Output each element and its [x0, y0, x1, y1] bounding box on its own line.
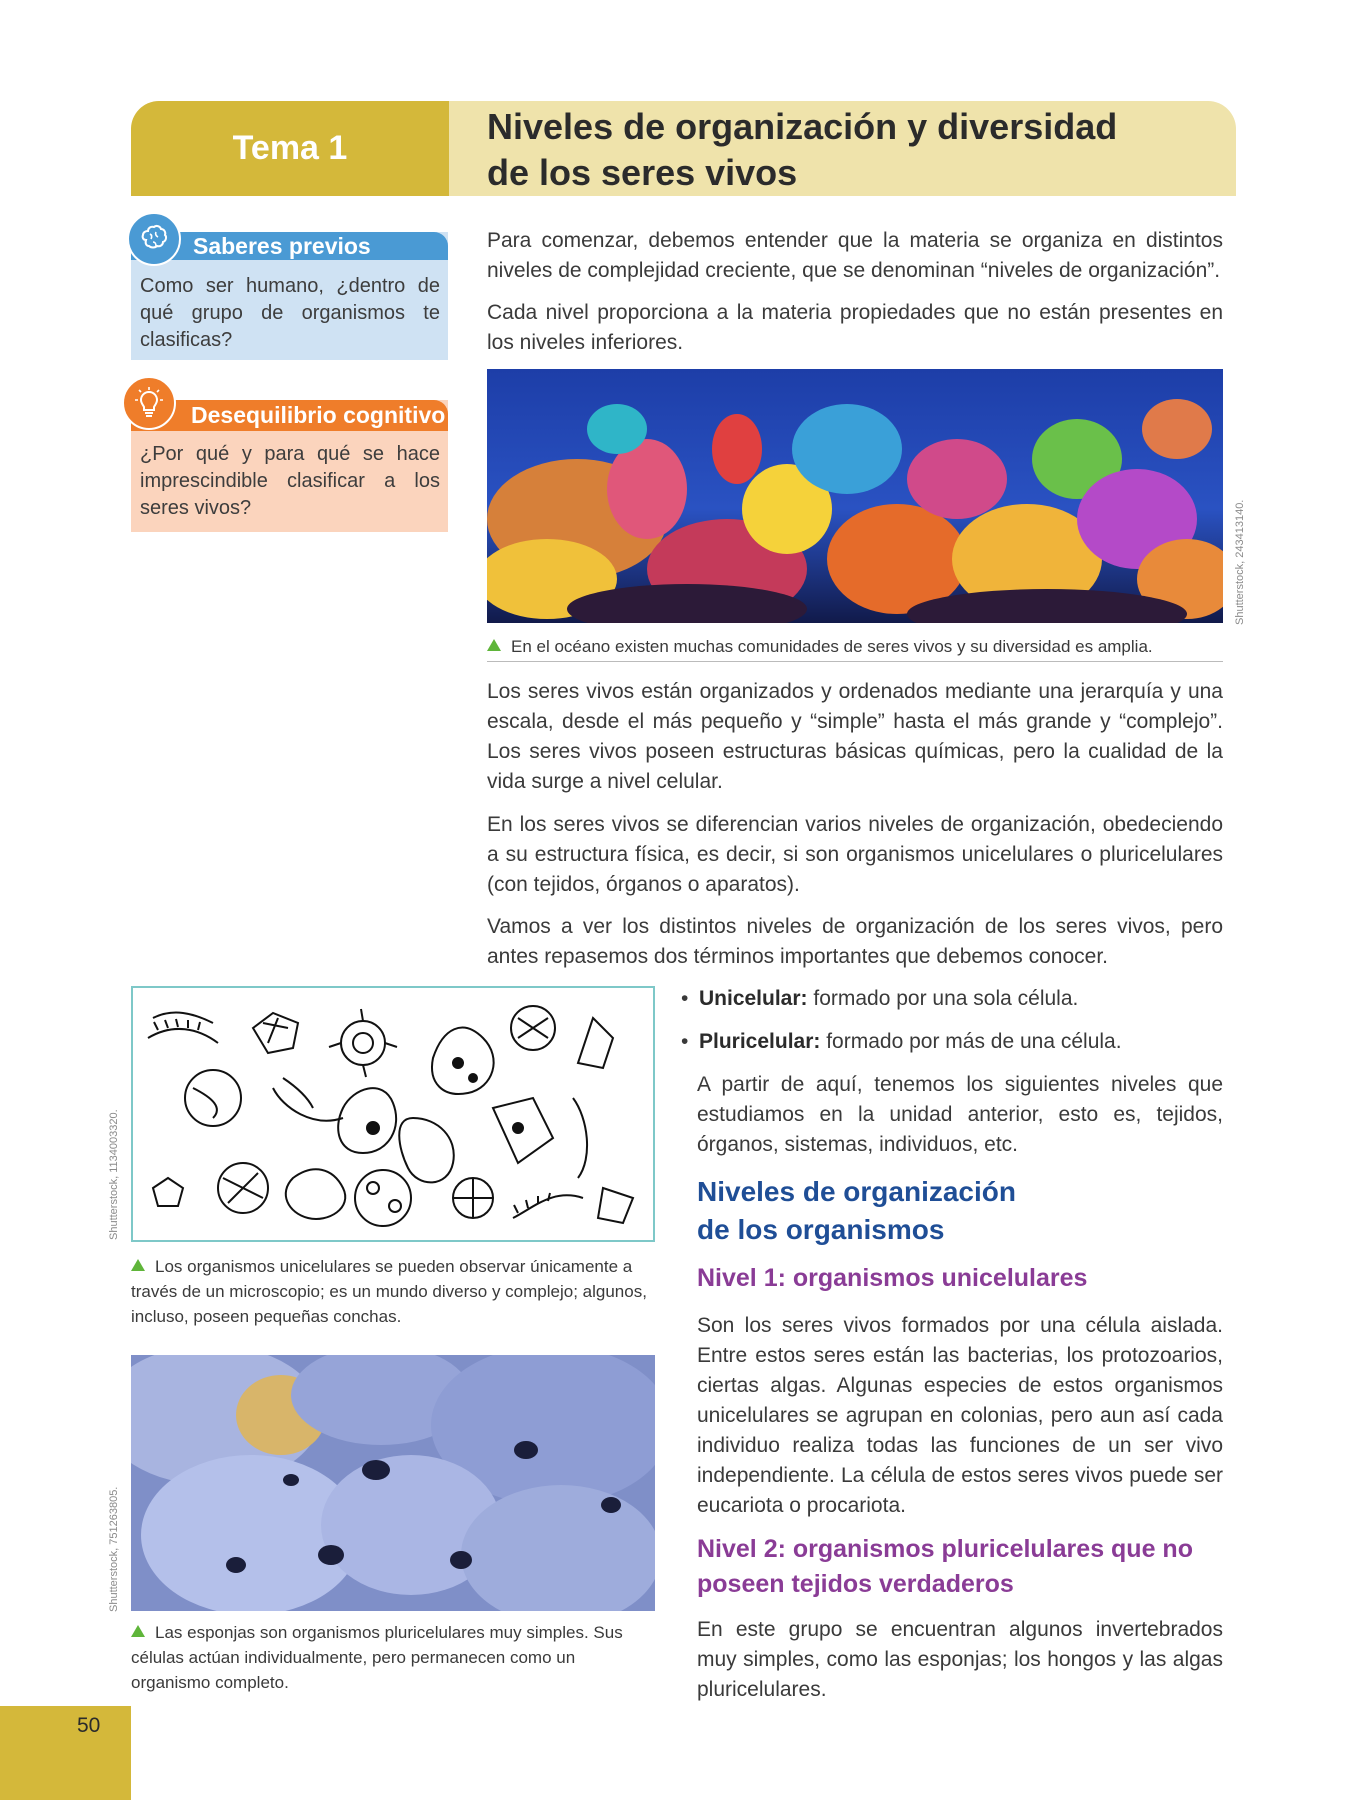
coral-caption: [487, 634, 1223, 662]
bullet-pluricelular: [681, 1027, 1229, 1057]
intro-paragraph-1: Para comenzar, debemos entender que la materia se organiza en distintos niveles de complejidad creciente, que se denominan “niveles de organización”.: [487, 229, 1223, 282]
tema-label: Tema 1: [232, 129, 348, 167]
sponge-caption: [131, 1620, 655, 1695]
bullet-unicelular-def: formado por una sola célula.: [807, 987, 1079, 1010]
intro-paragraph-2: Cada nivel proporciona a la materia propiedades que no están presentes en los niveles inferiores.: [487, 301, 1223, 354]
triangle-icon: [487, 639, 501, 651]
micro-caption: [131, 1254, 655, 1329]
desequilibrio-title: Desequilibrio cognitivo: [191, 402, 446, 428]
nivel2-heading: [697, 1532, 1237, 1602]
body-paragraph-2: En los seres vivos se diferencian varios niveles de organización, obedeciendo a su estructura física, es decir, si son organismos unicelulares o pluricelulares (con tejidos, órganos o aparatos).: [487, 813, 1223, 896]
bullet-unicelular-term: Unicelular:: [699, 987, 808, 1010]
desequilibrio-text: ¿Por qué y para qué se hace imprescindible clasificar a los seres vivos?: [140, 443, 440, 519]
saberes-previos-text: Como ser humano, ¿dentro de qué grupo de organismos te clasificas?: [140, 275, 440, 351]
body-paragraph-3: Vamos a ver los distintos niveles de organización de los seres vivos, pero antes repasemos dos términos importantes que debemos conocer.: [487, 915, 1223, 968]
nivel1-text: Son los seres vivos formados por una célula aislada. Entre estos seres están las bacterias, los protozoarios, ciertas algas. Algunas especies de estos organismos unicelulares se agrupan en colonias, pero aun así cada individuo realiza todas las funciones de un ser vivo independiente. La célula de estos seres vivos puede ser eucariota o procariota.: [697, 1314, 1223, 1517]
sponge-caption-text: Las esponjas son organismos pluricelulares muy simples. Sus células actúan individualmente, pero permanecen como un organismo completo.: [131, 1623, 623, 1692]
coral-reef-image: [487, 369, 1223, 623]
after-bullets-paragraph: A partir de aquí, tenemos los siguientes niveles que estudiamos en la unidad anterior, esto es, tejidos, órganos, sistemas, individuos, etc.: [697, 1073, 1223, 1156]
section-heading-line2: de los organismos: [697, 1214, 945, 1245]
nivel2-heading-line1: Nivel 2: organismos pluricelulares que no: [697, 1535, 1193, 1563]
sponge-image: [131, 1355, 655, 1611]
coral-credit: Shutterstock, 243413140.: [1234, 499, 1246, 625]
brain-icon: [127, 212, 181, 266]
bullet-unicelular: [681, 984, 1229, 1014]
nivel2-heading-line2: poseen tejidos verdaderos: [697, 1570, 1014, 1598]
nivel2-text: En este grupo se encuentran algunos invertebrados muy simples, como las esponjas; los hongos y las algas pluricelulares.: [697, 1618, 1223, 1701]
page-title-line1: Niveles de organización y diversidad: [487, 106, 1118, 147]
bullet-dot: •: [681, 1030, 689, 1053]
lightbulb-icon: [122, 376, 176, 430]
body-paragraph-1: Los seres vivos están organizados y ordenados mediante una jerarquía y una escala, desde el más pequeño y “simple” hasta el más grande y “complejo”. Los seres vivos poseen estructuras básicas químicas, pero la cualidad de la vida surge a nivel celular.: [487, 680, 1223, 793]
micro-caption-text: Los organismos unicelulares se pueden observar únicamente a través de un microscopio; es un mundo diverso y complejo; algunos, incluso, poseen pequeñas conchas.: [131, 1257, 647, 1326]
sponge-credit: Shutterstock, 751263805.: [108, 1486, 120, 1612]
triangle-icon: [131, 1625, 145, 1637]
coral-caption-text: En el océano existen muchas comunidades de seres vivos y su diversidad es amplia.: [511, 637, 1153, 656]
bullet-dot: •: [681, 987, 689, 1010]
section-heading-line1: Niveles de organización: [697, 1176, 1016, 1207]
page-title: [487, 104, 1207, 196]
nivel1-heading: Nivel 1: organismos unicelulares: [697, 1264, 1088, 1292]
microorganisms-illustration: [131, 986, 655, 1242]
bullet-pluricelular-def: formado por más de una célula.: [820, 1030, 1122, 1053]
page-title-line2: de los seres vivos: [487, 152, 798, 193]
page-number: 50: [77, 1714, 101, 1737]
saberes-previos-title: Saberes previos: [193, 233, 371, 259]
triangle-icon: [131, 1259, 145, 1271]
bullet-pluricelular-term: Pluricelular:: [699, 1030, 821, 1053]
section-heading: [697, 1173, 1223, 1249]
page-number-band: [0, 1706, 131, 1800]
micro-credit: Shutterstock, 1134003320.: [108, 1109, 120, 1240]
